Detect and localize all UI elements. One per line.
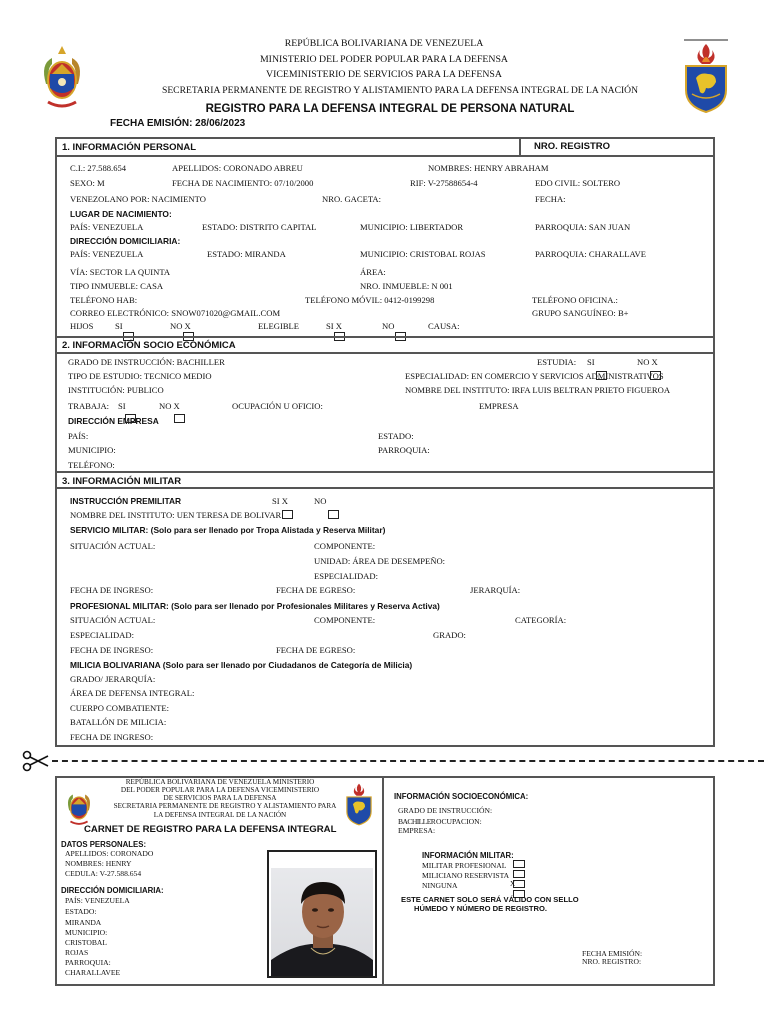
card-miliciano-checkbox[interactable] bbox=[513, 870, 525, 878]
coat-of-arms-icon bbox=[38, 44, 86, 116]
nac-municipio-field: MUNICIPIO: LIBERTADOR bbox=[360, 222, 464, 232]
section-personal-title: 1. INFORMACIÓN PERSONAL bbox=[62, 142, 197, 153]
card-estado-value: MIRANDA bbox=[65, 918, 102, 927]
empresa-field: EMPRESA bbox=[479, 401, 519, 411]
card-cedula: CEDULA: V-27.588.654 bbox=[65, 869, 142, 878]
card-apellidos: APELLIDOS: CORONADO bbox=[65, 849, 154, 858]
card-municipio-label: MUNICIPIO: bbox=[65, 928, 108, 937]
card-nombres: NOMBRES: HENRY bbox=[65, 859, 132, 868]
premilitar-instituto-field: NOMBRE DEL INSTITUTO: UEN TERESA DE BOLIVAR bbox=[70, 510, 282, 520]
grado-instruccion-field: GRADO DE INSTRUCCIÓN: BACHILLER bbox=[68, 357, 225, 367]
milicia-grado-field: GRADO/ JERARQUÍA: bbox=[70, 674, 156, 684]
card-header-3: DE SERVICIOS PARA LA DEFENSA bbox=[163, 794, 277, 802]
card-parroquia-value: CHARALLAVEE bbox=[65, 968, 121, 977]
portrait-photo bbox=[271, 868, 373, 976]
fecha-gaceta-field: FECHA: bbox=[535, 194, 566, 204]
trabaja-no-checkbox[interactable] bbox=[174, 414, 185, 423]
card-miliciano-reservista: MILICIANO RESERVISTA bbox=[422, 871, 510, 880]
fecha-nacimiento-field: FECHA DE NACIMIENTO: 07/10/2000 bbox=[172, 178, 314, 188]
servicio-fecha-egreso-field: FECHA DE EGRESO: bbox=[276, 585, 356, 595]
premilitar-no-label: NO bbox=[314, 496, 327, 506]
telefono-hab-field: TELÉFONO HAB: bbox=[70, 295, 138, 305]
profesional-componente-field: COMPONENTE: bbox=[314, 615, 376, 625]
direccion-empresa-label: DIRECCIÓN EMPRESA bbox=[68, 416, 159, 426]
card-militar-profesional: MILITAR PROFESIONAL bbox=[422, 861, 507, 870]
card-grado-label: GRADO DE INSTRUCCIÓN: bbox=[398, 806, 493, 815]
header-line-1: REPÚBLICA BOLIVARIANA DE VENEZUELA bbox=[284, 38, 484, 49]
empresa-municipio-field: MUNICIPIO: bbox=[68, 445, 116, 455]
profesional-especialidad-field: ESPECIALIDAD: bbox=[70, 630, 134, 640]
grupo-sanguineo-field: GRUPO SANGUÍNEO: B+ bbox=[532, 308, 629, 318]
profesional-categoria-field: CATEGORÍA: bbox=[515, 615, 567, 625]
card-ninguna: NINGUNA bbox=[422, 881, 458, 890]
especialidad-field: ESPECIALIDAD: EN COMERCIO Y SERVICIOS ADMINISTRATIVOS bbox=[405, 371, 664, 381]
nro-inmueble-field: NRO. INMUEBLE: N 001 bbox=[360, 281, 453, 291]
estudia-si-label: SI bbox=[587, 357, 595, 367]
institucion-field: INSTITUCIÓN: PUBLICO bbox=[68, 385, 164, 395]
elegible-si-label: SI X bbox=[326, 321, 342, 331]
card-parroquia-label: PARROQUIA: bbox=[65, 958, 111, 967]
card-municipio-value-2: ROJAS bbox=[65, 948, 89, 957]
elegible-no-label: NO bbox=[382, 321, 395, 331]
apellidos-field: APELLIDOS: CORONADO ABREU bbox=[172, 163, 303, 173]
trabaja-si-checkbox[interactable] bbox=[125, 414, 136, 423]
servicio-unidad-field: UNIDAD: ÁREA DE DESEMPEÑO: bbox=[314, 556, 446, 566]
card-nro-registro: NRO. REGISTRO: bbox=[582, 957, 642, 966]
empresa-pais-field: PAÍS: bbox=[68, 431, 89, 441]
servicio-especialidad-field: ESPECIALIDAD: bbox=[314, 571, 378, 581]
card-datos-label: DATOS PERSONALES: bbox=[61, 840, 147, 849]
card-militar-label: INFORMACIÓN MILITAR: bbox=[422, 851, 514, 860]
nombres-field: NOMBRES: HENRY ABRAHAM bbox=[428, 163, 549, 173]
milicia-batallon-field: BATALLÓN DE MILICIA: bbox=[70, 717, 167, 727]
premilitar-si-label: SI X bbox=[272, 496, 288, 506]
card-ninguna-mark: X bbox=[510, 880, 516, 888]
document-title: REGISTRO PARA LA DEFENSA INTEGRAL DE PERSONA NATURAL bbox=[205, 103, 575, 115]
ocupacion-field: OCUPACIÓN U OFICIO: bbox=[232, 401, 323, 411]
premilitar-si-checkbox[interactable] bbox=[282, 510, 293, 519]
card-empresa-label: EMPRESA: bbox=[398, 826, 436, 835]
section-socio-title: 2. INFORMACIÓN SOCIO ECONÓMICA bbox=[62, 340, 236, 351]
tipo-inmueble-field: TIPO INMUEBLE: CASA bbox=[70, 281, 164, 291]
telefono-oficina-field: TELÉFONO OFICINA.: bbox=[532, 295, 618, 305]
card-militar-profesional-checkbox[interactable] bbox=[513, 860, 525, 868]
nro-registro-label: NRO. REGISTRO bbox=[534, 141, 611, 152]
photo-frame bbox=[267, 850, 377, 978]
estudia-no-label: NO X bbox=[637, 357, 658, 367]
nac-estado-field: ESTADO: DISTRITO CAPITAL bbox=[202, 222, 317, 232]
profesional-fecha-egreso-field: FECHA DE EGRESO: bbox=[276, 645, 356, 655]
card-valido-line-2: HÚMEDO Y NÚMERO DE REGISTRO. bbox=[414, 904, 548, 913]
card-fecha-emision: FECHA EMISIÓN: bbox=[582, 949, 643, 958]
trabaja-no-label: NO X bbox=[159, 401, 180, 411]
sexo-field: SEXO: M bbox=[70, 178, 105, 188]
empresa-parroquia-field: PARROQUIA: bbox=[378, 445, 430, 455]
milicia-area-field: ÁREA DE DEFENSA INTEGRAL: bbox=[70, 688, 195, 698]
card-valido-line-1: ESTE CARNET SOLO SERÁ VÁLIDO CON SELLO bbox=[401, 895, 579, 904]
dir-parroquia-field: PARROQUIA: CHARALLAVE bbox=[535, 249, 647, 259]
card-pais: PAÍS: VENEZUELA bbox=[65, 896, 130, 905]
card-ocupacion-label: OCUPACION: bbox=[436, 817, 482, 826]
dir-estado-field: ESTADO: MIRANDA bbox=[207, 249, 286, 259]
elegible-label: ELEGIBLE bbox=[258, 321, 300, 331]
card-bachiller: BACHILLER bbox=[398, 817, 436, 826]
via-field: VÍA: SECTOR LA QUINTA bbox=[70, 267, 171, 277]
ci-field: C.I.: 27.588.654 bbox=[70, 163, 127, 173]
direccion-domiciliaria-label: DIRECCIÓN DOMICILIARIA: bbox=[70, 236, 181, 246]
header-line-2: MINISTERIO DEL PODER POPULAR PARA LA DEFENSA bbox=[259, 54, 509, 65]
servicio-jerarquia-field: JERARQUÍA: bbox=[470, 585, 521, 595]
milicia-cuerpo-field: CUERPO COMBATIENTE: bbox=[70, 703, 170, 713]
dir-municipio-field: MUNICIPIO: CRISTOBAL ROJAS bbox=[360, 249, 486, 259]
telefono-movil-field: TELÉFONO MÓVIL: 0412-0199298 bbox=[305, 295, 435, 305]
card-estado-label: ESTADO: bbox=[65, 907, 97, 916]
trabaja-si-label: SI bbox=[118, 401, 126, 411]
edo-civil-field: EDO CIVIL: SOLTERO bbox=[535, 178, 621, 188]
estudia-no-checkbox[interactable] bbox=[650, 371, 661, 380]
scissors-icon bbox=[22, 750, 50, 772]
card-direccion-label: DIRECCIÓN DOMICILIARIA: bbox=[61, 886, 164, 895]
dir-pais-field: PAÍS: VENEZUELA bbox=[70, 249, 144, 259]
premilitar-no-checkbox[interactable] bbox=[328, 510, 339, 519]
servicio-situacion-field: SITUACIÓN ACTUAL: bbox=[70, 541, 156, 551]
lugar-nacimiento-label: LUGAR DE NACIMIENTO: bbox=[70, 209, 172, 219]
nac-parroquia-field: PARROQUIA: SAN JUAN bbox=[535, 222, 631, 232]
tipo-estudio-field: TIPO DE ESTUDIO: TECNICO MEDIO bbox=[68, 371, 212, 381]
hijos-si-label: SI bbox=[115, 321, 123, 331]
defense-shield-icon bbox=[682, 38, 730, 114]
card-municipio-value-1: CRISTOBAL bbox=[65, 938, 108, 947]
profesional-militar-label: PROFESIONAL MILITAR: (Solo para ser llenado por Profesionales Militares y Reserva Activa) bbox=[70, 601, 440, 611]
header-line-3: VICEMINISTERIO DE SERVICIOS PARA LA DEFENSA bbox=[266, 69, 502, 80]
empresa-telefono-field: TELÉFONO: bbox=[68, 460, 115, 470]
nombre-instituto-field: NOMBRE DEL INSTITUTO: IRFA LUIS BELTRAN PRIETO FIGUEROA bbox=[405, 385, 671, 395]
hijos-label: HIJOS bbox=[70, 321, 94, 331]
causa-field: CAUSA: bbox=[428, 321, 460, 331]
estudia-label: ESTUDIA: bbox=[537, 357, 577, 367]
servicio-fecha-ingreso-field: FECHA DE INGRESO: bbox=[70, 585, 154, 595]
cut-line bbox=[52, 760, 764, 762]
correo-field: CORREO ELECTRÓNICO: SNOW071020@GMAIL.COM bbox=[70, 308, 281, 318]
fecha-emision: FECHA EMISIÓN: 28/06/2023 bbox=[110, 118, 246, 129]
section-militar-title: 3. INFORMACIÓN MILITAR bbox=[62, 476, 182, 487]
milicia-label: MILICIA BOLIVARIANA (Solo para ser llenado por Ciudadanos de Categoría de Milicia) bbox=[70, 660, 413, 670]
rif-field: RIF: V-27588654-4 bbox=[410, 178, 478, 188]
servicio-militar-label: SERVICIO MILITAR: (Solo para ser llenado por Tropa Alistada y Reserva Militar) bbox=[70, 525, 386, 535]
empresa-estado-field: ESTADO: bbox=[378, 431, 414, 441]
milicia-fecha-ingreso-field: FECHA DE INGRESO: bbox=[70, 732, 154, 742]
trabaja-label: TRABAJA: bbox=[68, 401, 110, 411]
area-field: ÁREA: bbox=[360, 267, 386, 277]
card-header-2: DEL PODER POPULAR PARA LA DEFENSA VICEMINISTERIO bbox=[120, 786, 320, 794]
card-header-4: SECRETARIA PERMANENTE DE REGISTRO Y ALISTAMIENTO PARA bbox=[113, 802, 337, 810]
premilitar-label: INSTRUCCIÓN PREMILITAR bbox=[70, 496, 182, 506]
header-line-4: SECRETARIA PERMANENTE DE REGISTRO Y ALISTAMIENTO PARA LA DEFENSA INTEGRAL DE LA NACIÓN bbox=[161, 85, 639, 96]
profesional-fecha-ingreso-field: FECHA DE INGRESO: bbox=[70, 645, 154, 655]
nro-gaceta-field: NRO. GACETA: bbox=[322, 194, 381, 204]
nac-pais-field: PAÍS: VENEZUELA bbox=[70, 222, 144, 232]
card-title: CARNET DE REGISTRO PARA LA DEFENSA INTEGRAL bbox=[84, 824, 337, 835]
profesional-grado-field: GRADO: bbox=[433, 630, 466, 640]
hijos-no-label: NO X bbox=[170, 321, 191, 331]
profesional-situacion-field: SITUACIÓN ACTUAL: bbox=[70, 615, 156, 625]
card-header-1: REPÚBLICA BOLIVARIANA DE VENEZUELA MINISTERIO bbox=[125, 778, 315, 786]
card-socio-label: INFORMACIÓN SOCIOECONÓMICA: bbox=[394, 792, 529, 801]
card-header-5: LA DEFENSA INTEGRAL DE LA NACIÓN bbox=[153, 811, 287, 819]
servicio-componente-field: COMPONENTE: bbox=[314, 541, 376, 551]
estudia-si-checkbox[interactable] bbox=[596, 371, 607, 380]
venezolano-field: VENEZOLANO POR: NACIMIENTO bbox=[70, 194, 206, 204]
